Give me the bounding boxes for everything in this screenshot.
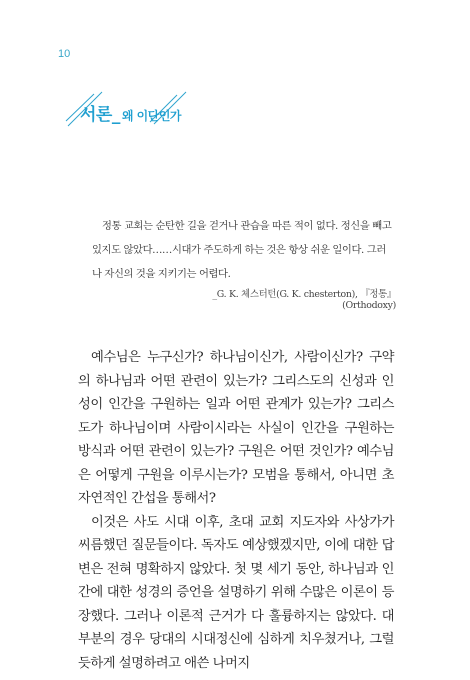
body-paragraph: 이것은 사도 시대 이후, 초대 교회 지도자와 사상가가 씨름했던 질문들이다. 독자도 예상했겠지만, 이에 대한 답변은 전혀 명확하지 않았다. 첫 몇 세기 동안, 하나님과 인간에 대한 성경의 증언을 설명하기 위해 수많은 이론이 등장했다. 그러나 이론적 근거가 다 훌륭하지는 않았다. 대부분의 경우 당대의 시대정신에 심하게 치우쳤거나, 그럴듯하게 설명하려고 애쓴 나머지 [78,514,394,671]
body-text [78,346,394,675]
chapter-title-subtitle: 왜 이단인가 [121,109,181,123]
chapter-title-main: 서론_ [80,105,120,125]
epigraph-attribution: _G. K. 체스터턴(G. K. chesterton), 『정통』(Orthodoxy) [212,289,396,311]
epigraph [92,214,392,286]
page-number: 10 [58,48,71,60]
epigraph-text: 정통 교회는 순탄한 길을 걷거나 관습을 따른 적이 없다. 정신을 빼고 있지도 않았다……시대가 주도하게 하는 것은 항상 쉬운 일이다. 그러나 자신의 것을 지키기는 어렵다. [92,220,392,280]
chapter-title [80,100,181,125]
body-paragraph: 예수님은 누구신가? 하나님이신가, 사람이신가? 구약의 하나님과 어떤 관련이 있는가? 그리스도의 신성과 인성이 인간을 구원하는 일과 어떤 관계가 있는가? 그리스도가 하나님이며 사람이시라는 사실이 인간을 구원하는 방식과 어떤 관련이 있는가? 구원은 어떤 것인가? 예수님은 어떻게 구원을 이루시는가? 모범을 통해서, 아니면 초자연적인 간섭을 통해서? [78,350,394,506]
title-bracket-decoration [0,0,470,160]
